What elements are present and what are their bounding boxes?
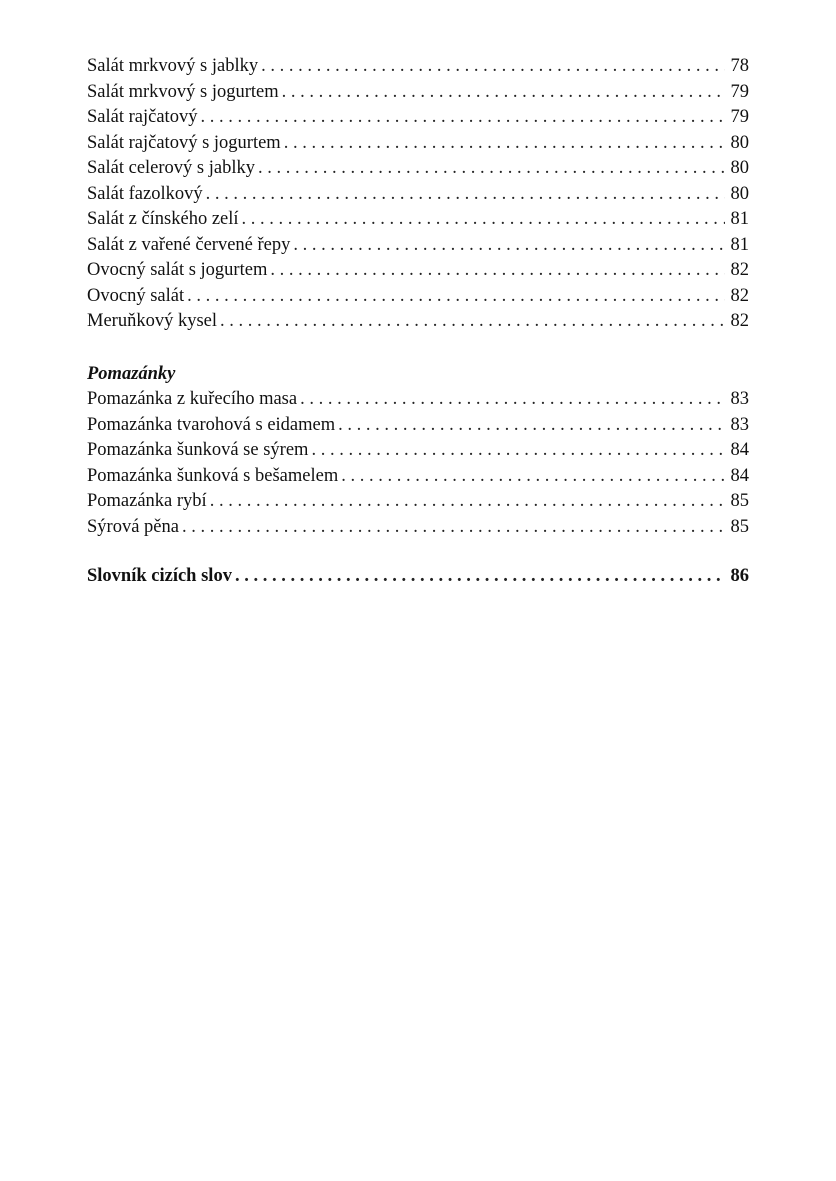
dot-leader — [242, 207, 725, 233]
toc-entry-title: Sýrová pěna — [87, 516, 179, 537]
toc-entry[interactable] — [87, 489, 749, 515]
dot-leader — [282, 80, 725, 106]
toc-entry[interactable] — [87, 182, 749, 208]
toc-entry-title: Pomazánka tvarohová s eidamem — [87, 414, 336, 435]
dot-leader — [284, 131, 725, 157]
toc-entry-page: 81 — [730, 234, 749, 255]
toc-entry-page: 82 — [730, 285, 749, 306]
dot-leader — [182, 515, 725, 541]
toc-entry-title: Salát z čínského zelí — [87, 209, 239, 229]
dot-leader — [293, 233, 725, 259]
toc-section-salads — [87, 54, 749, 335]
toc-entry-title: Slovník cizích slov — [87, 566, 232, 586]
toc-entry-title: Pomazánka z kuřecího masa — [87, 389, 298, 409]
toc-entry-page: 79 — [730, 107, 749, 127]
toc-entry-page: 83 — [730, 389, 749, 409]
dot-leader — [341, 464, 725, 490]
toc-entry[interactable] — [87, 105, 749, 131]
toc-entry-title: Pomazánka rybí — [87, 491, 207, 511]
dot-leader — [220, 309, 725, 335]
toc-entry-page: 79 — [730, 81, 749, 102]
dot-leader — [338, 413, 725, 439]
toc-entry-title: Salát mrkvový s jablky — [87, 56, 259, 76]
toc-entry[interactable] — [87, 309, 749, 335]
dot-leader — [200, 105, 725, 131]
dot-leader — [258, 156, 725, 182]
toc-entry[interactable] — [87, 156, 749, 182]
toc-entry-page: 86 — [730, 566, 749, 586]
toc-entry-page: 83 — [730, 414, 749, 435]
toc-entry-title: Salát z vařené červené řepy — [87, 234, 291, 255]
toc-entry[interactable] — [87, 131, 749, 157]
toc-entry-page: 81 — [730, 209, 749, 229]
toc-entry[interactable] — [87, 387, 749, 413]
toc-entry-page: 85 — [730, 491, 749, 511]
toc-entry[interactable] — [87, 464, 749, 490]
dot-leader — [210, 489, 725, 515]
toc-entry-title: Salát fazolkový — [87, 183, 203, 204]
toc-entry[interactable] — [87, 258, 749, 284]
toc-entry-page: 84 — [730, 465, 749, 486]
toc-entry-page: 84 — [730, 440, 749, 460]
dot-leader — [270, 258, 725, 284]
toc-entry-page: 82 — [730, 260, 749, 280]
dot-leader — [206, 182, 725, 208]
toc-section-spreads — [87, 387, 749, 540]
toc-entry-title: Salát mrkvový s jogurtem — [87, 81, 279, 102]
toc-entry[interactable] — [87, 413, 749, 439]
section-heading-spreads: Pomazánky — [87, 363, 176, 384]
dot-leader — [300, 387, 725, 413]
toc-entry-title: Meruňkový kysel — [87, 311, 217, 331]
toc-entry-title: Pomazánka šunková se sýrem — [87, 440, 309, 460]
toc-entry[interactable] — [87, 515, 749, 541]
dot-leader — [235, 564, 725, 590]
toc-entry-title: Salát rajčatový — [87, 107, 198, 127]
toc-entry-title: Pomazánka šunková s bešamelem — [87, 465, 339, 486]
toc-entry-page: 80 — [730, 183, 749, 204]
section-spacer — [87, 540, 749, 564]
toc-entry[interactable] — [87, 438, 749, 464]
toc-entry[interactable] — [87, 284, 749, 310]
toc-entry[interactable] — [87, 80, 749, 106]
toc-entry[interactable] — [87, 54, 749, 80]
toc-entry-title: Salát rajčatový s jogurtem — [87, 132, 281, 153]
toc-entry-page: 80 — [730, 132, 749, 153]
table-of-contents — [87, 54, 749, 590]
toc-entry-title: Ovocný salát — [87, 285, 185, 306]
toc-entry-page: 80 — [730, 158, 749, 178]
toc-entry-title: Salát celerový s jablky — [87, 158, 255, 178]
dot-leader — [311, 438, 725, 464]
toc-entry[interactable] — [87, 207, 749, 233]
toc-entry-page: 82 — [730, 311, 749, 331]
dot-leader — [187, 284, 725, 310]
toc-entry[interactable] — [87, 233, 749, 259]
toc-entry-page: 85 — [730, 516, 749, 537]
toc-entry-glossary[interactable] — [87, 564, 749, 590]
dot-leader — [261, 54, 725, 80]
toc-entry-page: 78 — [730, 56, 749, 76]
toc-entry-title: Ovocný salát s jogurtem — [87, 260, 268, 280]
